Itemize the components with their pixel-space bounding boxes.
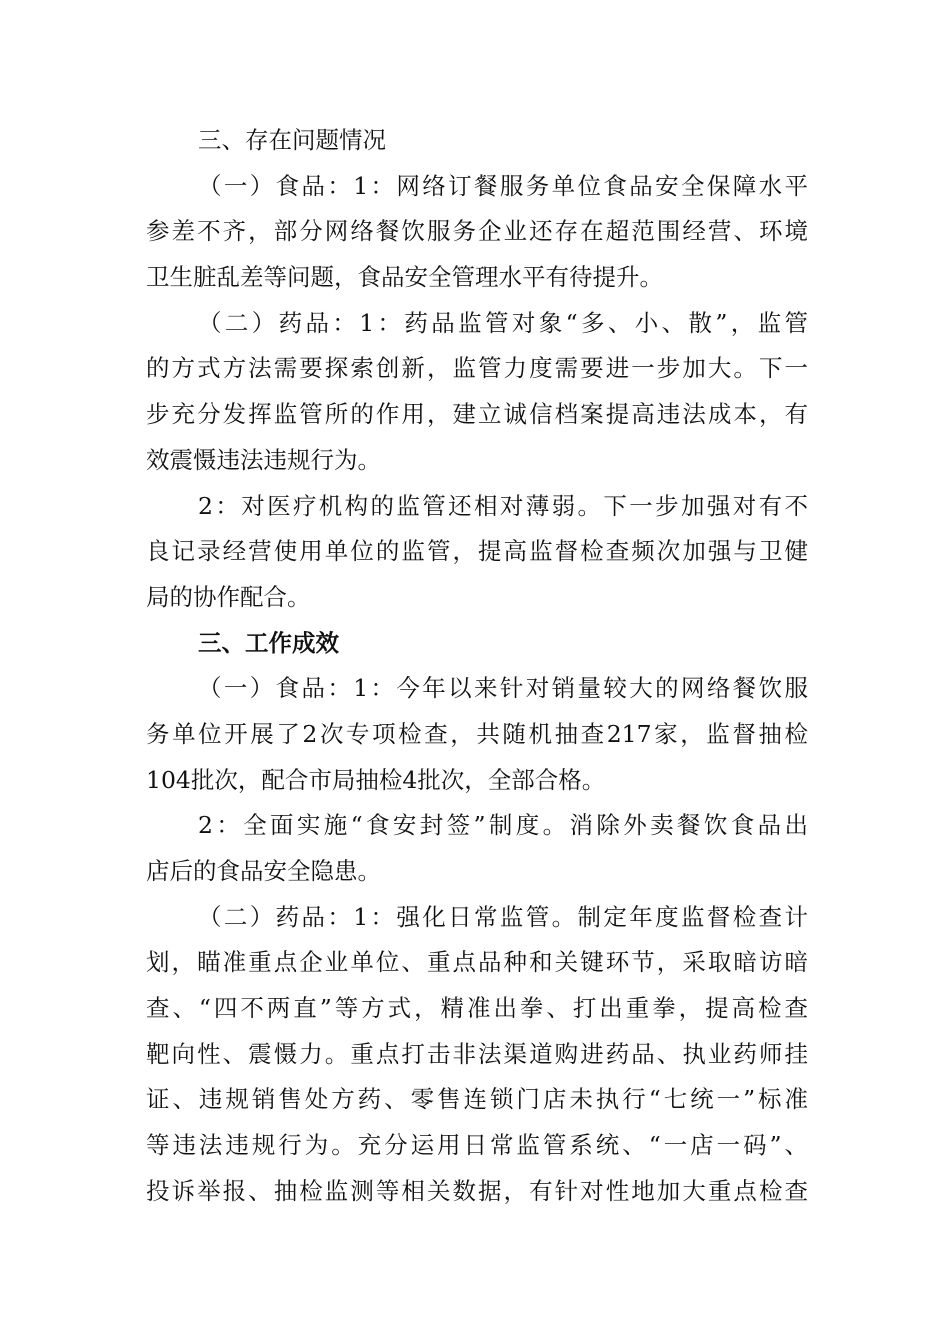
- paragraph-line: 等违法违规行为。充分运用日常监管系统、“一店一码”、: [146, 1131, 808, 1160]
- paragraph-line: （一）食品：1：今年以来针对销量较大的网络餐饮服: [198, 674, 808, 703]
- paragraph-line: 靶向性、震慑力。重点打击非法渠道购进药品、执业药师挂: [146, 1039, 808, 1068]
- section-heading-problems: 三、存在问题情况: [198, 126, 386, 154]
- paragraph-line: （二）药品：1：强化日常监管。制定年度监督检查计: [198, 902, 808, 931]
- paragraph-line: 104批次，配合市局抽检4批次，全部合格。: [146, 765, 606, 794]
- paragraph-line: 店后的食品安全隐患。: [146, 857, 381, 885]
- paragraph-line: 参差不齐，部分网络餐饮服务企业还存在超范围经营、环境: [146, 217, 808, 246]
- paragraph-line: 局的协作配合。: [146, 582, 311, 611]
- paragraph-line: 良记录经营使用单位的监管，提高监督检查频次加强与卫健: [146, 537, 808, 566]
- paragraph-line: 2：全面实施“食安封签”制度。消除外卖餐饮食品出: [198, 811, 808, 840]
- document-page: [146, 118, 808, 1215]
- paragraph-line: 的方式方法需要探索创新，监管力度需要进一步加大。下一: [146, 354, 808, 383]
- paragraph-line: 效震慑违法违规行为。: [146, 445, 381, 474]
- paragraph-line: 卫生脏乱差等问题，食品安全管理水平有待提升。: [146, 263, 663, 292]
- paragraph-line: 划，瞄准重点企业单位、重点品种和关键环节，采取暗访暗: [146, 948, 808, 977]
- paragraph-line: 2：对医疗机构的监管还相对薄弱。下一步加强对有不: [198, 491, 808, 520]
- paragraph-line: 务单位开展了2次专项检查，共随机抽查217家，监督抽检: [146, 719, 808, 748]
- paragraph-line: （二）药品：1：药品监管对象“多、小、散”，监管: [198, 308, 808, 337]
- paragraph-line: 证、违规销售处方药、零售连锁门店未执行“七统一”标准: [146, 1085, 808, 1114]
- paragraph-line: 步充分发挥监管所的作用，建立诚信档案提高违法成本，有: [146, 400, 808, 429]
- paragraph-line: （一）食品：1：网络订餐服务单位食品安全保障水平: [198, 171, 808, 200]
- paragraph-line: 查、“四不两直”等方式，精准出拳、打出重拳，提高检查: [146, 994, 808, 1023]
- paragraph-line: 投诉举报、抽检监测等相关数据，有针对性地加大重点检查: [146, 1176, 808, 1205]
- section-heading-results: 三、工作成效: [198, 628, 339, 657]
